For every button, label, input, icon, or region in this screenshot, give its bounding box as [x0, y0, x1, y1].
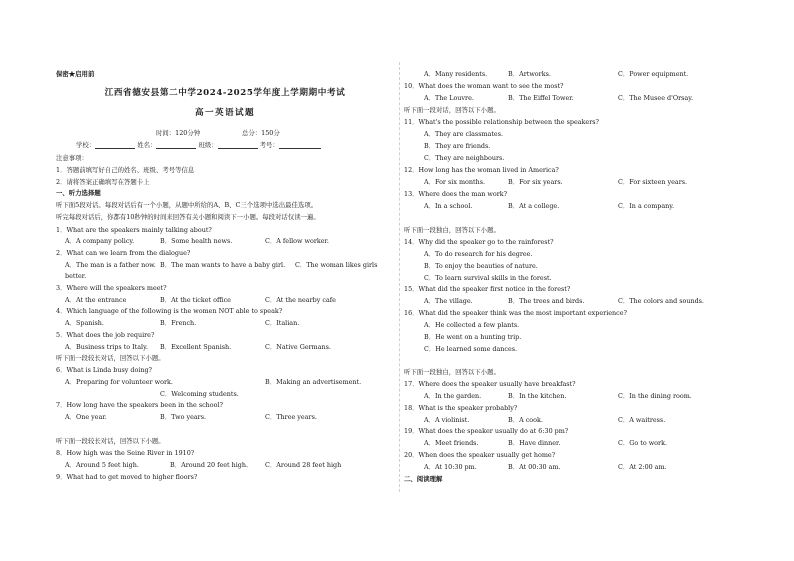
listening-instruction: 听下面一段独白，回答以下小题。 — [404, 226, 500, 234]
question-16: 16．What did the speaker think was the most important experience? — [404, 309, 627, 317]
question-20: 20．When does the speaker usually get home? — [404, 451, 556, 459]
exam-score: 总分：150分 — [242, 129, 280, 137]
section1-instruction: 听下面5段对话。每段对话后有一个小题，从题中所给的A、B、C三个选项中选出最佳选项。 — [56, 201, 318, 209]
option-18b: B．A cook. — [508, 416, 543, 424]
option-5b: B．Excellent Spanish. — [160, 343, 232, 351]
question-5: 5．What does the job require? — [56, 331, 155, 339]
option-6b: B．Making an advertisement. — [265, 378, 362, 386]
class-field[interactable] — [218, 142, 258, 149]
column-divider — [399, 62, 400, 492]
name-field[interactable] — [156, 142, 196, 149]
question-18: 18．What is the speaker probably? — [404, 404, 518, 412]
option-4a: A．Spanish. — [65, 319, 104, 327]
section1-heading: 一、听力选择题 — [56, 189, 101, 197]
option-3a: A．At the entrance — [65, 296, 127, 304]
section1-instruction: 听完每段对话后，你都有10秒钟的时间来回答有关小题和阅读下一小题。每段对话仅读一遍。 — [56, 213, 320, 221]
option-2a: A．The man is a father now. — [65, 261, 156, 269]
option-4b: B．French. — [160, 319, 197, 327]
option-10b: B．The Eiffel Tower. — [508, 94, 574, 102]
option-13c: C．In a company. — [618, 202, 675, 210]
option-2b: B．The man wants to have a baby girl. — [160, 261, 286, 269]
question-17: 17．Where does the speaker usually have breakfast? — [404, 380, 576, 388]
option-9a: A．Many residents. — [424, 70, 488, 78]
option-3c: C．At the nearby cafe — [265, 296, 336, 304]
option-8b: B．Around 20 feet high. — [170, 461, 249, 469]
option-13a: A．In a school. — [424, 202, 473, 210]
option-18c: C．A waitress. — [618, 416, 666, 424]
note-item: 2．请将答案正确填写在答题卡上 — [56, 178, 150, 186]
option-10c: C．The Musee d'Orsay. — [618, 94, 694, 102]
option-14c: C．To learn survival skills in the forest. — [424, 274, 552, 282]
question-4: 4．Which language of the following is the women NOT able to speak? — [56, 307, 283, 315]
option-2c-cont: better. — [65, 272, 87, 280]
option-7c: C．Three years. — [265, 413, 317, 421]
option-20c: C．At 2:00 am. — [618, 463, 667, 471]
note-item: 1．答题前填写好自己的姓名、班级、考号等信息 — [56, 166, 195, 174]
question-1: 1．What are the speakers mainly talking about? — [56, 226, 212, 234]
question-11: 11．What's the possible relationship between the speakers? — [404, 118, 599, 126]
name-label: 姓名： — [137, 141, 157, 149]
option-6a: A．Preparing for volunteer work. — [65, 378, 173, 386]
option-8c: C．Around 28 feet high — [265, 461, 342, 469]
option-6c: C．Welcoming students. — [160, 390, 239, 398]
question-7: 7．How long have the speakers been in the school? — [56, 401, 223, 409]
option-15c: C．The colors and sounds. — [618, 297, 704, 305]
exam-time: 时间：120分钟 — [156, 129, 201, 137]
option-9b: B．Artworks. — [508, 70, 551, 78]
question-8: 8．How high was the Seine River in 1910? — [56, 449, 195, 457]
option-19a: A．Meet friends. — [424, 439, 479, 447]
school-field[interactable] — [95, 142, 135, 149]
option-12a: A．For six months. — [424, 178, 486, 186]
option-1a: A．A company policy. — [65, 237, 135, 245]
option-14b: B．To enjoy the beauties of nature. — [424, 262, 538, 270]
option-11c: C．They are neighbours. — [424, 154, 505, 162]
class-label: 班级： — [198, 141, 218, 149]
question-6: 6．What is Linda busy doing? — [56, 366, 152, 374]
option-9c: C．Power equipment. — [618, 70, 689, 78]
question-9: 9．What had to get moved to higher floors? — [56, 473, 198, 481]
option-15b: B．The trees and birds. — [508, 297, 585, 305]
notes-heading: 注意事项： — [56, 154, 88, 162]
listening-instruction: 听下面一段较长对话，回答以下小题。 — [56, 437, 165, 445]
option-11b: B．They are friends. — [424, 142, 491, 150]
option-20a: A．At 10:30 pm. — [424, 463, 477, 471]
option-16b: B．He went on a hunting trip. — [424, 333, 522, 341]
secret-label: 保密★启用前 — [56, 70, 95, 78]
exam-title: 江西省德安县第二中学2024-2025学年度上学期期中考试 — [104, 88, 346, 98]
section2-heading: 二、阅读理解 — [404, 475, 443, 483]
option-18a: A．A violinist. — [424, 416, 470, 424]
exam-subtitle: 高一英语试题 — [195, 108, 255, 118]
question-10: 10．What does the woman want to see the most? — [404, 82, 564, 90]
option-17a: A．In the garden. — [424, 392, 482, 400]
option-14a: A．To do research for his degree. — [424, 250, 533, 258]
option-12c: C．For sixteen years. — [618, 178, 688, 186]
listening-instruction: 听下面一段独白，回答以下小题。 — [404, 368, 500, 376]
question-15: 15．What did the speaker first notice in the forest? — [404, 285, 571, 293]
option-7a: A．One year. — [65, 413, 107, 421]
question-3: 3．Where will the speakers meet? — [56, 284, 167, 292]
option-12b: B．For six years. — [508, 178, 563, 186]
option-13b: B．At a college. — [508, 202, 560, 210]
option-20b: B．At 00:30 am. — [508, 463, 561, 471]
question-19: 19．What does the speaker usually do at 6:30 pm? — [404, 427, 569, 435]
option-10a: A．The Louvre. — [424, 94, 474, 102]
option-16a: A．He collected a few plants. — [424, 321, 520, 329]
school-label: 学校： — [76, 141, 96, 149]
option-4c: C．Italian. — [265, 319, 300, 327]
option-19b: B．Have dinner. — [508, 439, 561, 447]
id-label: 考号： — [259, 141, 279, 149]
option-8a: A．Around 5 feet high. — [65, 461, 139, 469]
option-19c: C．Go to work. — [618, 439, 667, 447]
option-5a: A．Business trips to Italy. — [65, 343, 148, 351]
option-11a: A．They are classmates. — [424, 130, 504, 138]
question-14: 14．Why did the speaker go to the rainforest? — [404, 238, 554, 246]
listening-instruction: 听下面一段较长对话，回答以下小题。 — [56, 354, 165, 362]
student-info-row — [76, 141, 321, 149]
option-16c: C．He learned some dances. — [424, 345, 518, 353]
listening-instruction: 听下面一段对话，回答以下小题。 — [404, 106, 500, 114]
option-1c: C．A fellow worker. — [265, 237, 329, 245]
option-7b: B．Two years. — [160, 413, 207, 421]
question-12: 12．How long has the woman lived in America? — [404, 166, 559, 174]
option-17c: C．In the dining room. — [618, 392, 692, 400]
option-2c: C．The woman likes girls — [295, 261, 378, 269]
question-2: 2．What can we learn from the dialogue? — [56, 249, 191, 257]
option-17b: B．In the kitchen. — [508, 392, 567, 400]
option-15a: A．The village. — [424, 297, 473, 305]
id-field[interactable] — [279, 142, 321, 149]
option-1b: B．Some health news. — [160, 237, 233, 245]
question-13: 13．Where does the man work? — [404, 190, 508, 198]
option-5c: C．Native Germans. — [265, 343, 331, 351]
option-3b: B．At the ticket office — [160, 296, 231, 304]
